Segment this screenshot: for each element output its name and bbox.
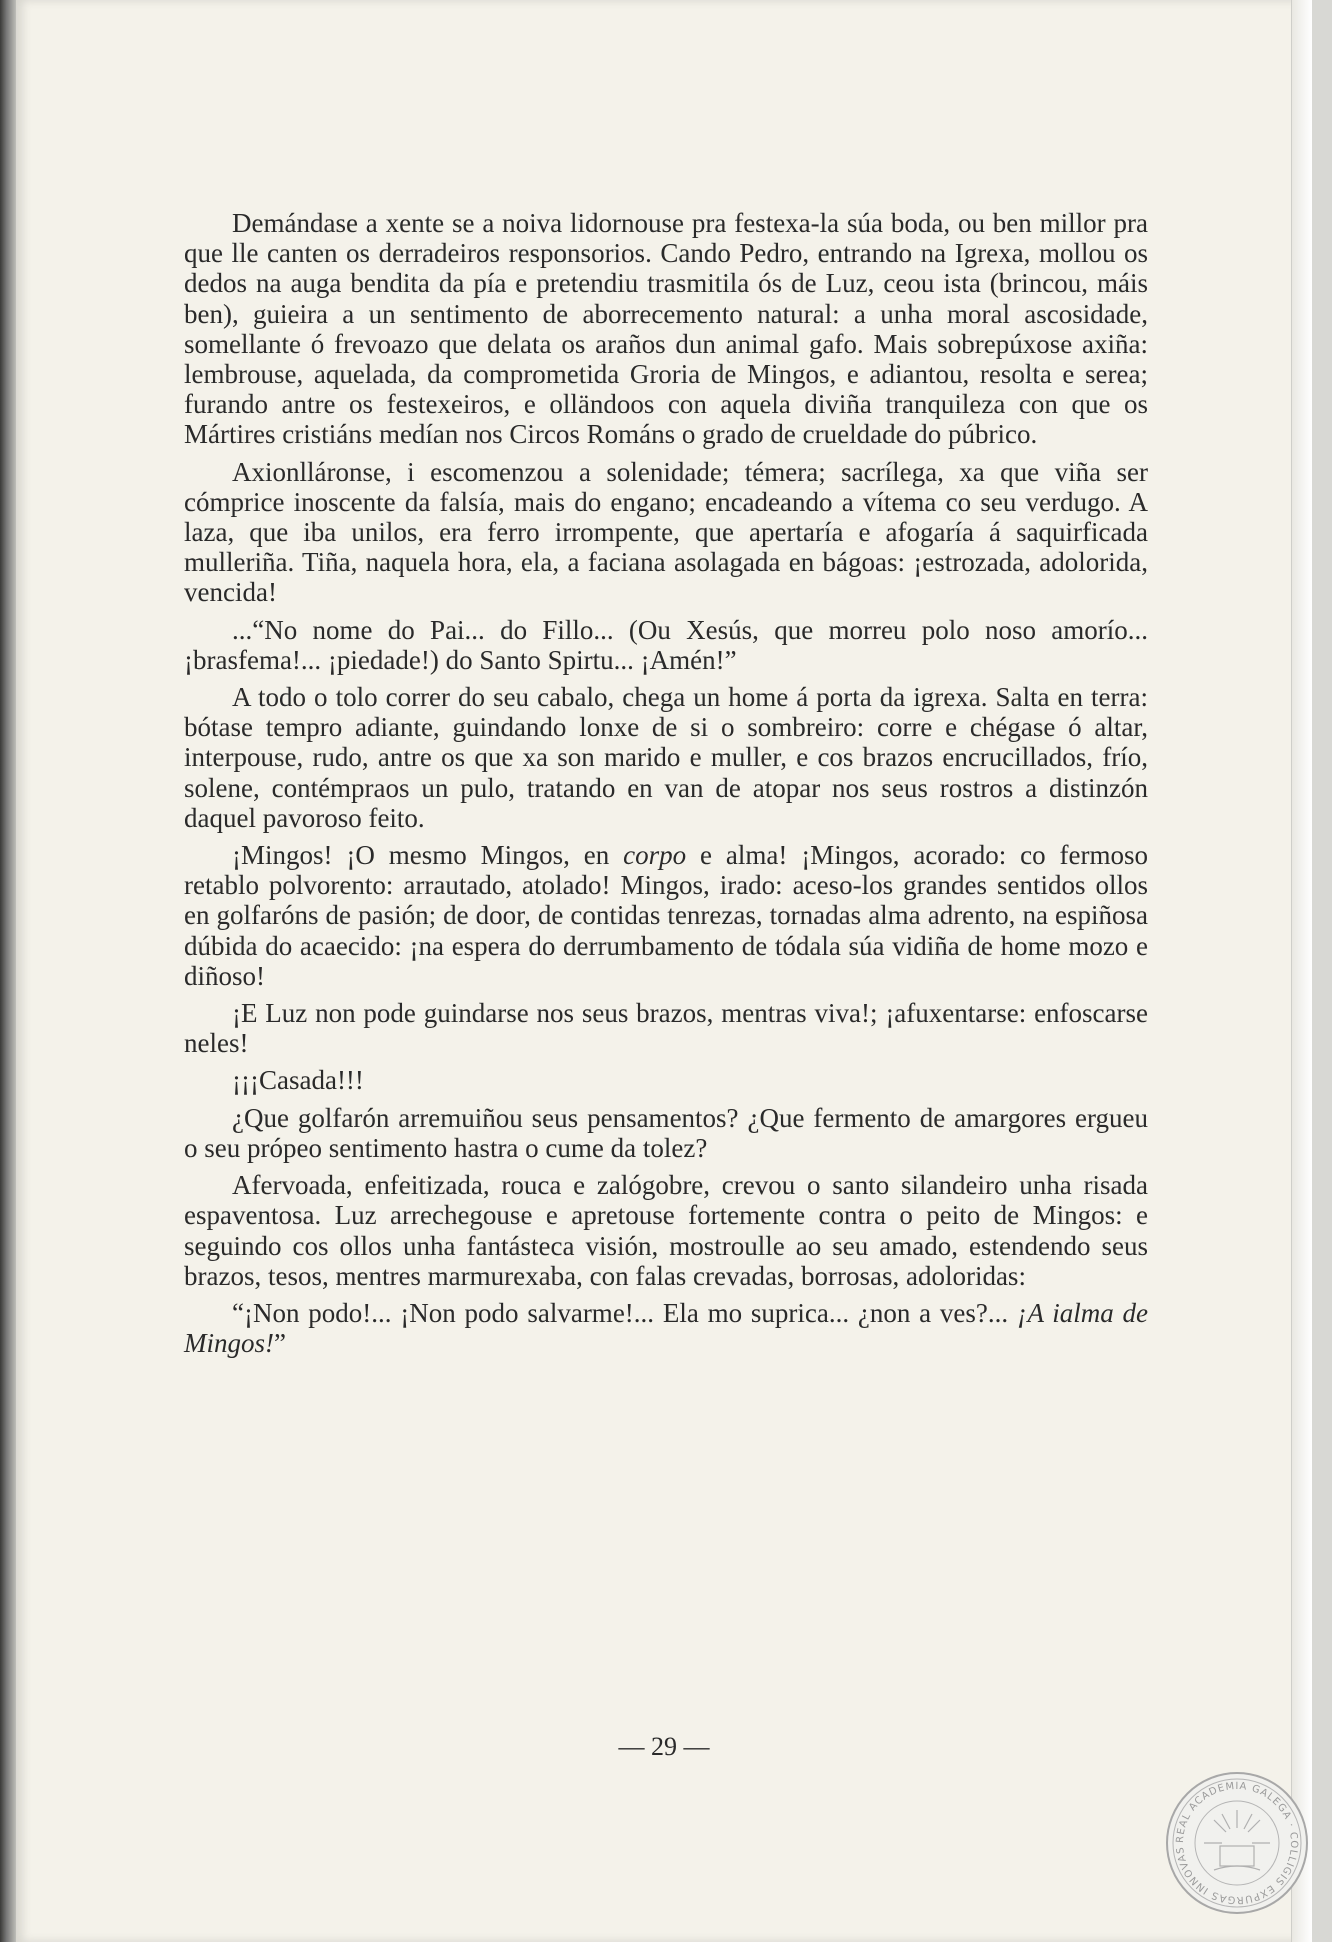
paragraph-5-start: ¡Mingos! ¡O mesmo Mingos, en	[232, 840, 624, 871]
paragraph-10-start: “¡Non podo!... ¡Non podo salvarme!... Ela mo suprica... ¿non a ves?...	[232, 1297, 1017, 1328]
paragraph-9: Afervoada, enfeitizada, rouca e zalógobre, crevou o santo silandeiro unha risada espaventosa. Luz arrechegouse e apretouse fortemente contra o peito de Mingos: e seguindo cos ollos unha fantásteca visión, mostroulle ao seu amado, estendendo seus brazos, tesos, mentres marmurexaba, con falas crevadas, borrosas, adoloridas:	[184, 1170, 1148, 1291]
paragraph-2: Axionlláronse, i escomenzou a solenidade; témera; sacrílega, xa que viña ser cómprice inoscente da falsía, mais do engano; encadeando a vítema co seu verdugo. A laza, que iba unilos, era ferro irrompente, que apertaría e afogaría á saquirficada mulleriña. Tiña, naquela hora, ela, a faciana asolagada en bágoas: ¡estrozada, adolorida, vencida!	[184, 456, 1148, 608]
paragraph-10	[184, 1298, 1148, 1358]
page-number: — 29 —	[618, 1732, 710, 1761]
paragraph-4: A todo o tolo correr do seu cabalo, chega un home á porta da igrexa. Salta en terra: bótase tempro adiante, guindando lonxe de si o sombreiro: corre e chégase ó altar, interpouse, rudo, antre os que xa son marido e muller, e cos brazos encrucillados, frío, solene, contémpraos un pulo, tratando en van de atopar nos seus rostros a distinzón daquel pavoroso feito.	[184, 682, 1148, 833]
book-binding	[0, 0, 16, 1942]
paragraph-8: ¿Que golfarón arremuiñou seus pensamentos? ¿Que fermento de amargores ergueu o seu própeo sentimento hastra o cume da tolez?	[184, 1102, 1148, 1163]
paragraph-10-emphasis: ¡A ialma de Mingos!	[184, 1297, 1149, 1359]
paragraph-10-end: ”	[274, 1328, 286, 1359]
page-edge	[1291, 0, 1312, 1942]
paragraph-3: ...“No nome do Pai... do Fillo... (Ou Xesús, que morreu polo noso amorío... ¡brasfema!... ¡piedade!) do Santo Spirtu... ¡Amén!”	[184, 614, 1148, 675]
book-page	[16, 0, 1312, 1942]
paragraph-7: ¡¡¡Casada!!!	[232, 1065, 364, 1096]
academy-seal-icon	[1164, 1770, 1310, 1916]
paragraph-6: ¡E Luz non pode guindarse nos seus brazos, mentras viva!; ¡afuxentarse: enfoscarse neles!	[184, 998, 1148, 1059]
seal-text: REAL ACADEMIA GALEGA · COLLIGIS EXPURGAS INNOVAS	[1174, 1780, 1300, 1906]
paragraph-1: Demándase a xente se a noiva lidornouse pra festexa-la súa boda, ou ben millor pra que lle canten os derradeiros responsorios. Cando Pedro, entrando na Igrexa, mollou os dedos na auga bendita da pía e pretendiu trasmitila ós de Luz, ceou ista (brincou, máis ben), guieira a un sentimento de aborrecemento natural: a unha moral ascosidade, somellante ó frevoazo que delata os araños dun animal gafo. Mais sobrepúxose axiña: lembrouse, aquelada, da comprometida Groria de Mingos, e adiantou, resolta e serea; furando antre os festexeiros, e olländoos con aquela diviña tranquileza con que os Mártires cristiáns medían nos Circos Románs o grado de crueldade do púbrico.	[184, 208, 1148, 450]
paragraph-5-end: e alma! ¡Mingos, acorado: co fermoso retablo polvorento: arrautado, atolado! Mingos, irado: aceso-los grandes sentidos ollos en golfaróns de pasión; de door, de contidas tenrezas, tornadas alma adrento, na espiñosa dúbida do acaecido: ¡na espera do derrumbamento de tódala súa vidiña de home mozo e diñoso!	[184, 840, 1148, 991]
paragraph-5	[184, 840, 1148, 991]
body-text	[184, 208, 1148, 1365]
paragraph-5-emphasis: corpo	[623, 840, 687, 871]
